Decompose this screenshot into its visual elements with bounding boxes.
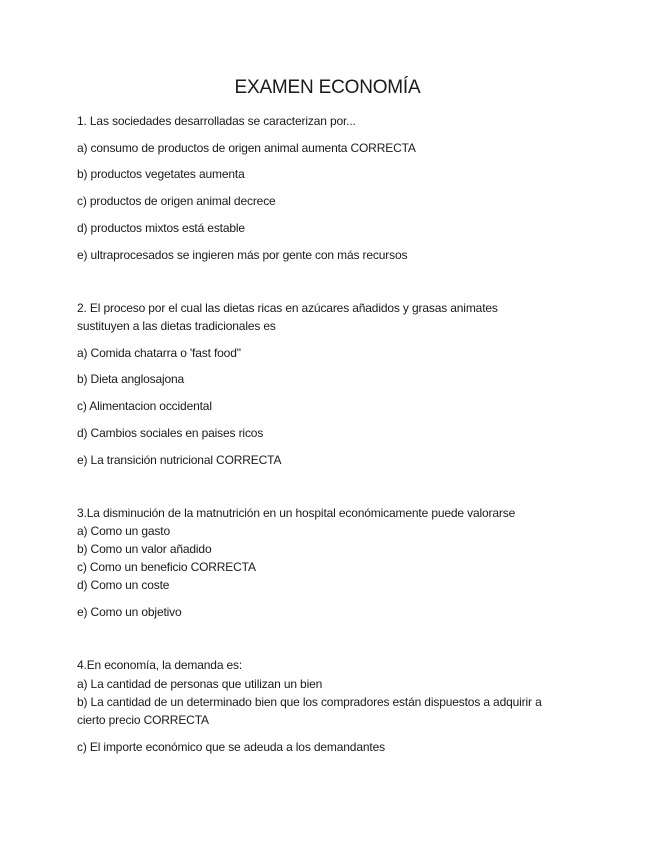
q1-option-e: e) ultraprocesados se ingieren más por gente con más recursos <box>77 248 408 262</box>
q3-option-e: e) Como un objetivo <box>77 605 182 619</box>
q2-option-b: b) Dieta anglosajona <box>77 372 185 386</box>
q3-option-d: d) Como un coste <box>77 578 170 592</box>
question-4: 4.En economía, la demanda es: <box>77 658 243 672</box>
q2-option-a: a) Comida chatarra o 'fast food" <box>77 346 241 360</box>
q4-option-c: c) El importe económico que se adeuda a los demandantes <box>77 740 385 754</box>
question-2-line-1: 2. El proceso por el cual las dietas ricas en azúcares añadidos y grasas animates <box>77 301 498 315</box>
q3-option-c: c) Como un beneficio CORRECTA <box>77 560 256 574</box>
q2-option-c: c) Alimentacion occidental <box>77 399 212 413</box>
q2-option-e: e) La transición nutricional CORRECTA <box>77 453 282 467</box>
q2-option-d: d) Cambios sociales en paises ricos <box>77 426 264 440</box>
q4-option-a: a) La cantidad de personas que utilizan un bien <box>77 677 323 691</box>
exam-title: EXAMEN ECONOMÍA <box>234 77 421 98</box>
q1-option-b: b) productos vegetates aumenta <box>77 167 245 181</box>
question-1: 1. Las sociedades desarrolladas se caracterizan por... <box>77 114 356 128</box>
question-2-line-2: sustituyen a las dietas tradicionales es <box>77 319 276 333</box>
q1-option-c: c) productos de origen animal decrece <box>77 194 276 208</box>
q4-option-b-line-2: cierto precio CORRECTA <box>77 713 209 727</box>
q1-option-d: d) productos mixtos está estable <box>77 221 245 235</box>
question-3: 3.La disminución de la matnutrición en un hospital económicamente puede valorarse <box>77 506 516 520</box>
q1-option-a: a) consumo de productos de origen animal aumenta CORRECTA <box>77 141 416 155</box>
q3-option-b: b) Como un valor añadido <box>77 542 212 556</box>
q3-option-a: a) Como un gasto <box>77 524 170 538</box>
q4-option-b-line-1: b) La cantidad de un determinado bien que los compradores están dispuestos a adquirir a <box>77 695 542 709</box>
